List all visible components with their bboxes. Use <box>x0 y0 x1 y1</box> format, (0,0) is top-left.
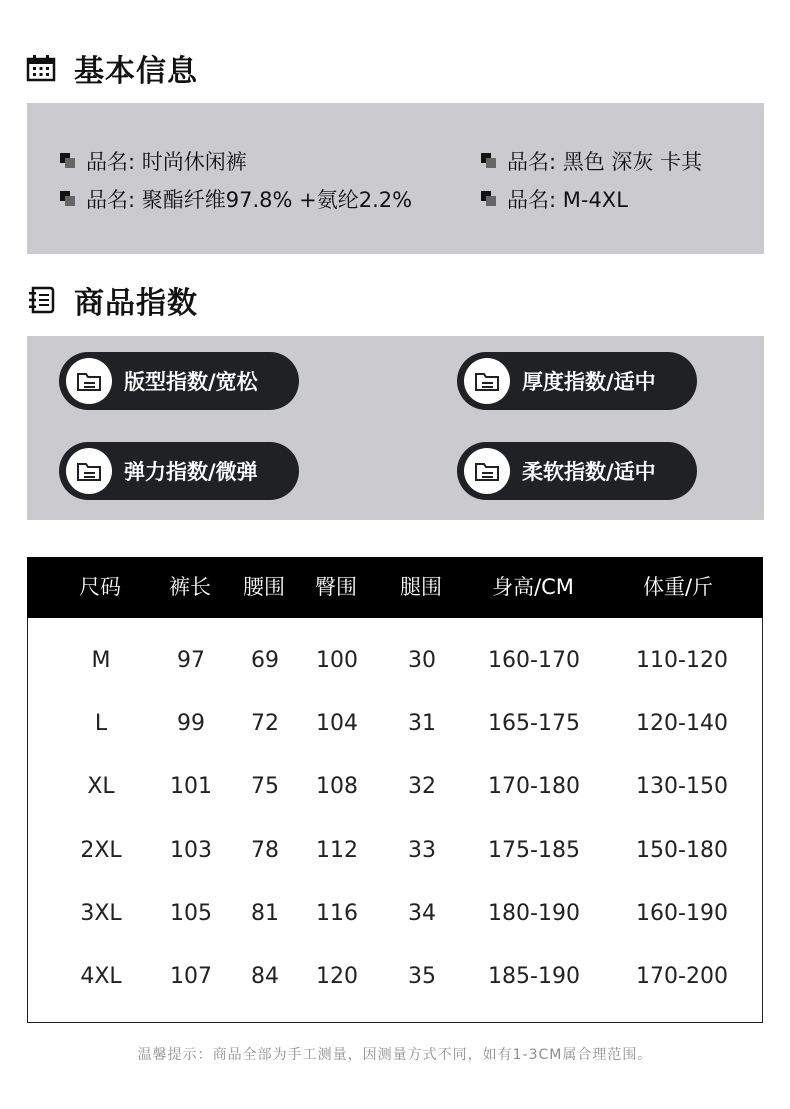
table-cell: 110-120 <box>636 648 728 673</box>
table-row <box>28 960 762 1000</box>
table-cell: 120-140 <box>636 711 728 736</box>
table-cell: 84 <box>251 964 279 989</box>
folder-icon <box>474 460 500 482</box>
index-pill-label: 厚度指数/适中 <box>522 370 656 394</box>
table-cell: 30 <box>408 648 436 673</box>
product-index-panel <box>27 336 764 520</box>
table-header-cell: 尺码 <box>79 575 121 599</box>
table-cell: 99 <box>177 711 205 736</box>
table-cell: 105 <box>170 901 212 926</box>
table-cell: 165-175 <box>488 711 580 736</box>
table-cell: 75 <box>251 774 279 799</box>
notebook-icon <box>26 285 56 315</box>
table-header-cell: 臀围 <box>315 575 357 599</box>
table-cell: 69 <box>251 648 279 673</box>
measurement-note: 温馨提示：商品全部为手工测量，因测量方式不同，如有1-3CM属合理范围。 <box>137 1047 653 1063</box>
index-pill-elasticity <box>59 442 299 500</box>
info-item-text: 品名: 聚酯纤维97.8% +氨纶2.2% <box>86 188 413 212</box>
folder-icon <box>76 460 102 482</box>
table-cell: L <box>94 711 108 736</box>
folder-icon-wrap <box>66 448 112 494</box>
table-row <box>28 644 762 684</box>
table-cell: 175-185 <box>488 838 580 863</box>
table-row <box>28 707 762 747</box>
table-cell: 72 <box>251 711 279 736</box>
index-pill-fit <box>59 352 299 410</box>
info-item-text: 品名: M-4XL <box>507 188 628 212</box>
table-cell: 185-190 <box>488 964 580 989</box>
table-row <box>28 897 762 937</box>
table-cell: 104 <box>316 711 358 736</box>
table-cell: 180-190 <box>488 901 580 926</box>
info-item-name <box>60 146 247 176</box>
table-cell: 160-190 <box>636 901 728 926</box>
table-cell: 160-170 <box>488 648 580 673</box>
info-item-colors <box>481 146 702 176</box>
table-cell: 31 <box>408 711 436 736</box>
table-header-cell: 体重/斤 <box>642 575 714 599</box>
index-pill-label: 弹力指数/微弹 <box>124 460 258 484</box>
table-cell: 120 <box>316 964 358 989</box>
table-cell: 170-200 <box>636 964 728 989</box>
table-cell: 3XL <box>80 901 122 926</box>
table-cell: 97 <box>177 648 205 673</box>
folder-icon-wrap <box>66 358 112 404</box>
table-cell: 103 <box>170 838 212 863</box>
info-item-text: 品名: 时尚休闲裤 <box>86 150 247 174</box>
table-cell: 108 <box>316 774 358 799</box>
table-cell: 78 <box>251 838 279 863</box>
calendar-icon <box>26 53 56 83</box>
table-row <box>28 834 762 874</box>
index-pill-thickness <box>457 352 697 410</box>
folder-icon <box>474 370 500 392</box>
info-item-sizes <box>481 184 628 214</box>
table-header-cell: 裤长 <box>169 575 211 599</box>
square-bullet-icon <box>481 153 497 169</box>
table-header-cell: 腿围 <box>400 575 442 599</box>
table-header-row <box>27 557 763 618</box>
square-bullet-icon <box>60 153 76 169</box>
table-cell: 130-150 <box>636 774 728 799</box>
folder-icon-wrap <box>464 448 510 494</box>
table-cell: 100 <box>316 648 358 673</box>
table-cell: M <box>91 648 111 673</box>
size-table <box>27 557 763 1023</box>
table-cell: XL <box>87 774 115 799</box>
index-pill-label: 版型指数/宽松 <box>124 370 258 394</box>
table-header-cell: 腰围 <box>243 575 285 599</box>
index-pill-softness <box>457 442 697 500</box>
folder-icon-wrap <box>464 358 510 404</box>
basic-info-panel <box>27 103 764 254</box>
table-cell: 150-180 <box>636 838 728 863</box>
table-cell: 4XL <box>80 964 122 989</box>
basic-info-title: 基本信息 <box>74 54 198 89</box>
table-cell: 112 <box>316 838 358 863</box>
square-bullet-icon <box>481 191 497 207</box>
folder-icon <box>76 370 102 392</box>
table-cell: 107 <box>170 964 212 989</box>
table-cell: 101 <box>170 774 212 799</box>
table-cell: 34 <box>408 901 436 926</box>
table-cell: 170-180 <box>488 774 580 799</box>
table-row <box>28 770 762 810</box>
table-cell: 2XL <box>80 838 122 863</box>
index-pill-label: 柔软指数/适中 <box>522 460 656 484</box>
table-cell: 116 <box>316 901 358 926</box>
square-bullet-icon <box>60 191 76 207</box>
table-cell: 81 <box>251 901 279 926</box>
basic-info-header <box>26 46 198 90</box>
table-cell: 33 <box>408 838 436 863</box>
info-item-material <box>60 184 412 214</box>
table-cell: 35 <box>408 964 436 989</box>
product-index-title: 商品指数 <box>74 286 198 321</box>
info-item-text: 品名: 黑色 深灰 卡其 <box>507 150 703 174</box>
table-cell: 32 <box>408 774 436 799</box>
table-header-cell: 身高/CM <box>492 575 574 599</box>
product-index-header <box>26 278 198 322</box>
